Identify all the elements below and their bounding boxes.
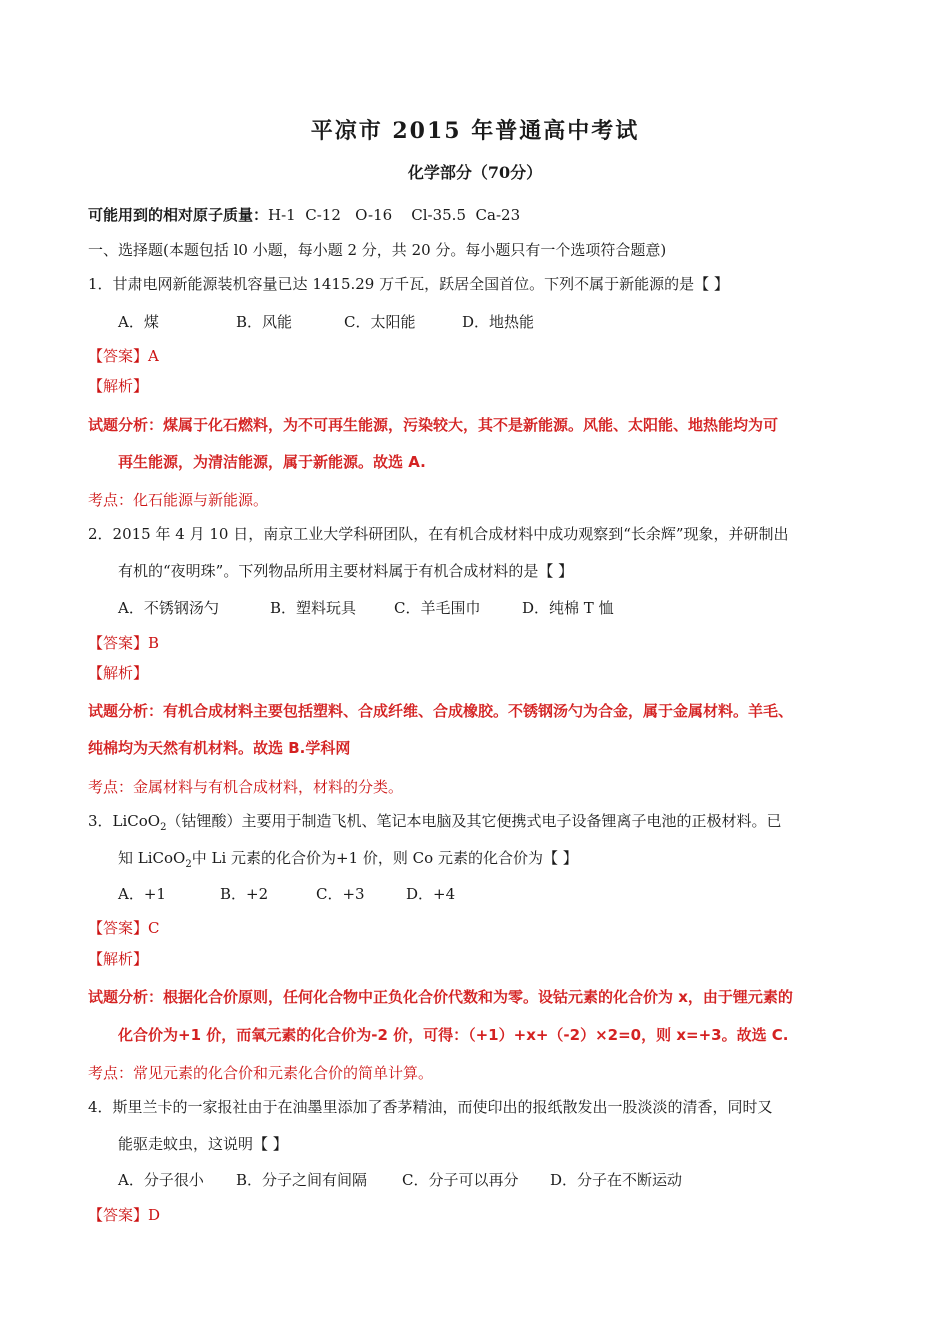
option-d: D．纯棉 T 恤 [522, 599, 614, 617]
option-c: C．+3 [316, 885, 365, 903]
option-c: C．羊毛围巾 [394, 599, 481, 617]
option-c: C．分子可以再分 [402, 1171, 519, 1189]
option-a: A．+1 [118, 885, 166, 903]
stem-text: 3．LiCoO [88, 812, 161, 830]
option-c: C．太阳能 [344, 313, 416, 331]
question-4-stem-line-1: 4．斯里兰卡的一家报社由于在油墨里添加了香茅精油，而使印出的报纸散发出一股淡淡的清香，同时又 [88, 1098, 773, 1116]
option-a: A．分子很小 [118, 1171, 204, 1189]
atomic-mass-line [88, 205, 520, 225]
question-4-options [118, 1170, 682, 1190]
answer-value: C [148, 919, 160, 937]
answer-label: 【答案】 [88, 347, 149, 365]
question-3-answer [88, 918, 160, 938]
option-d: D．地热能 [462, 313, 535, 331]
question-1-analysis-label: 【解析】 [88, 377, 149, 395]
question-2-analysis-line-2: 纯棉均为天然有机材料。故选 B.学科网 [88, 739, 351, 757]
page-title: 平凉市 2015 年普通高中考试 [310, 118, 640, 144]
question-1-kaodian: 考点：化石能源与新能源。 [88, 491, 269, 509]
stem-text: 知 LiCoO [118, 849, 186, 867]
question-2-analysis-label: 【解析】 [88, 664, 149, 682]
answer-value: B [148, 634, 160, 652]
answer-label: 【答案】 [88, 1206, 149, 1224]
question-1-analysis-line-2: 再生能源，为清洁能源，属于新能源。故选 A. [118, 453, 426, 471]
question-3-analysis-line-1: 试题分析：根据化合价原则，任何化合物中正负化合价代数和为零。设钴元素的化合价为 x，由于锂元素的 [88, 988, 793, 1006]
question-1-answer [88, 346, 159, 366]
stem-text: （钴锂酸）主要用于制造飞机、笔记本电脑及其它便携式电子设备锂离子电池的正极材料。已 [166, 812, 782, 830]
page-subtitle: 化学部分（70分） [407, 163, 543, 182]
question-2-stem-line-2: 有机的“夜明珠”。下列物品所用主要材料属于有机合成材料的是【 】 [118, 562, 574, 580]
atomic-mass-values: H-1 C-12 O-16 Cl-35.5 Ca-23 [268, 206, 521, 224]
question-2-answer [88, 633, 159, 653]
question-2-options [118, 598, 614, 618]
stem-text: 中 Li 元素的化合价为+1 价，则 Co 元素的化合价为【 】 [191, 849, 578, 867]
subscript: 2 [185, 859, 192, 870]
question-3-stem-line-2 [118, 848, 578, 875]
option-d: D．分子在不断运动 [550, 1171, 683, 1189]
question-3-analysis-label: 【解析】 [88, 950, 149, 968]
answer-label: 【答案】 [88, 919, 149, 937]
option-a: A．煤 [118, 313, 159, 331]
question-2-stem-line-1: 2．2015 年 4 月 10 日，南京工业大学科研团队，在有机合成材料中成功观察到“长余辉”现象，并研制出 [88, 525, 789, 543]
section-heading: 一、选择题(本题包括 l0 小题，每小题 2 分，共 20 分。每小题只有一个选项符合题意) [88, 241, 667, 259]
answer-label: 【答案】 [88, 634, 149, 652]
question-1-options [118, 312, 534, 332]
option-b: B．分子之间有间隔 [236, 1171, 368, 1189]
option-b: B．塑料玩具 [270, 599, 357, 617]
question-2-kaodian: 考点：金属材料与有机合成材料，材料的分类。 [88, 778, 404, 796]
question-3-stem-line-1 [88, 811, 782, 838]
question-1-stem: 1．甘肃电网新能源装机容量已达 1415.29 万千瓦，跃居全国首位。下列不属于新能源的是【 】 [88, 275, 729, 293]
atomic-mass-label: 可能用到的相对原子质量： [88, 206, 269, 224]
question-3-options [118, 884, 455, 904]
question-2-analysis-line-1: 试题分析：有机合成材料主要包括塑料、合成纤维、合成橡胶。不锈钢汤勺为合金，属于金属材料。羊毛、 [88, 702, 794, 720]
option-b: B．+2 [220, 885, 269, 903]
subscript: 2 [160, 822, 167, 833]
answer-value: D [148, 1206, 161, 1224]
question-4-stem-line-2: 能驱走蚊虫，这说明【 】 [118, 1135, 288, 1153]
question-3-analysis-line-2: 化合价为+1 价，而氧元素的化合价为-2 价，可得：（+1）+x+（-2）×2=0，则 x=+3。故选 C. [118, 1026, 789, 1044]
option-b: B．风能 [236, 313, 293, 331]
option-a: A．不锈钢汤勺 [118, 599, 219, 617]
question-3-kaodian: 考点：常见元素的化合价和元素化合价的简单计算。 [88, 1064, 434, 1082]
question-1-analysis-line-1: 试题分析：煤属于化石燃料，为不可再生能源，污染较大，其不是新能源。风能、太阳能、地热能均为可 [88, 416, 779, 434]
answer-value: A [148, 347, 159, 365]
question-4-answer [88, 1205, 160, 1225]
option-d: D．+4 [406, 885, 456, 903]
